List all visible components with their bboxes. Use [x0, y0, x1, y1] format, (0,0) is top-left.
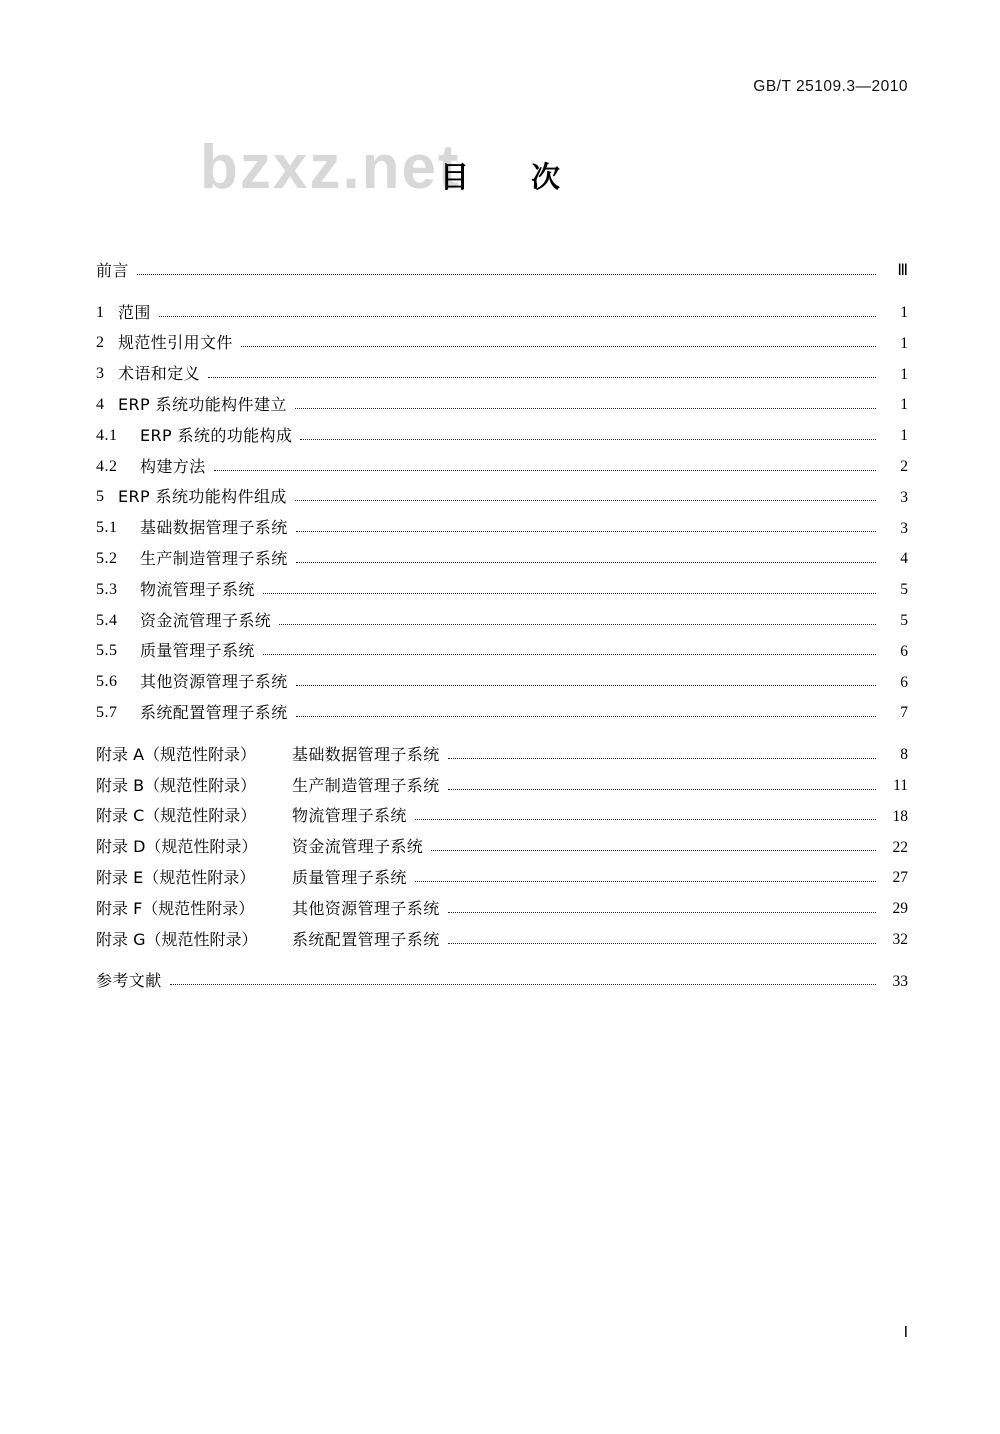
toc-entry-page: 6 [900, 642, 908, 660]
toc-entry-2[interactable] [96, 321, 908, 352]
toc-annex-f[interactable] [96, 886, 908, 917]
toc-annex-page: 32 [892, 931, 908, 949]
toc-entry-label: 规范性引用文件 [118, 333, 233, 353]
toc-entry-5[interactable] [96, 475, 908, 506]
toc-entry-label: ERP 系统功能构件组成 [118, 487, 287, 507]
table-of-contents [96, 248, 908, 989]
toc-entry-number: 5.4 [96, 611, 118, 629]
toc-entry-5-1[interactable] [96, 505, 908, 536]
toc-annex-label: 系统配置管理子系统 [292, 929, 440, 949]
toc-entry-page: 5 [900, 612, 908, 630]
toc-entry-page: 3 [900, 488, 908, 506]
toc-leader-dots [415, 880, 876, 882]
toc-entry-label: 基础数据管理子系统 [140, 518, 288, 538]
toc-entry-5-5[interactable] [96, 629, 908, 660]
toc-entry-label: 构建方法 [140, 456, 206, 476]
toc-entry-page: 1 [900, 396, 908, 414]
toc-entry-number: 5.2 [96, 549, 118, 567]
toc-annex-g[interactable] [96, 917, 908, 948]
toc-leader-dots [431, 849, 876, 851]
toc-annex-label: 基础数据管理子系统 [292, 744, 440, 764]
watermark-text: bzxz.net [200, 133, 461, 202]
toc-annex-prefix: 附录 C（规范性附录） [96, 806, 257, 826]
toc-entry-number: 4 [96, 395, 104, 413]
toc-entry-number: 3 [96, 365, 104, 383]
toc-annex-prefix: 附录 B（规范性附录） [96, 775, 257, 795]
toc-entry-number: 5 [96, 488, 104, 506]
page-title: 目 次 [439, 160, 587, 194]
toc-entry-label: 资金流管理子系统 [140, 610, 272, 630]
toc-leader-dots [448, 911, 876, 913]
toc-leader-dots [170, 983, 876, 985]
toc-leader-dots [279, 623, 876, 625]
toc-annex-label: 资金流管理子系统 [292, 837, 424, 857]
toc-leader-dots [296, 530, 876, 532]
toc-entry-label: 前言 [96, 260, 129, 280]
toc-annex-label: 生产制造管理子系统 [292, 775, 440, 795]
toc-leader-dots [263, 592, 876, 594]
toc-annex-page: 11 [893, 777, 908, 795]
toc-entry-page: 5 [900, 581, 908, 599]
toc-entry-preface[interactable] [96, 248, 908, 279]
toc-leader-dots [208, 376, 876, 378]
toc-leader-dots [448, 757, 876, 759]
toc-entry-number: 2 [96, 334, 104, 352]
toc-leader-dots [300, 438, 876, 440]
toc-annex-e[interactable] [96, 855, 908, 886]
toc-leader-dots [296, 684, 876, 686]
toc-entry-label: ERP 系统功能构件建立 [118, 394, 287, 414]
toc-entry-page: 4 [900, 550, 908, 568]
toc-leader-dots [159, 315, 876, 317]
toc-annex-d[interactable] [96, 824, 908, 855]
toc-entry-3[interactable] [96, 351, 908, 382]
toc-entry-number: 4.2 [96, 457, 118, 475]
toc-entry-number: 5.5 [96, 642, 118, 660]
toc-annex-prefix: 附录 E（规范性附录） [96, 867, 256, 887]
toc-entry-number: 5.7 [96, 703, 118, 721]
toc-entry-label: 术语和定义 [118, 364, 201, 384]
toc-entry-label: 物流管理子系统 [140, 579, 255, 599]
toc-entry-5-6[interactable] [96, 659, 908, 690]
toc-leader-dots [296, 561, 876, 563]
toc-entry-page: 1 [900, 427, 908, 445]
toc-entry-references[interactable] [96, 959, 908, 990]
toc-leader-dots [137, 273, 876, 275]
toc-entry-5-2[interactable] [96, 536, 908, 567]
toc-entry-label: 生产制造管理子系统 [140, 548, 288, 568]
toc-annex-prefix: 附录 D（规范性附录） [96, 837, 258, 857]
toc-entry-label: 参考文献 [96, 971, 162, 991]
toc-leader-dots [448, 788, 876, 790]
toc-entry-number: 1 [96, 303, 104, 321]
toc-entry-label: ERP 系统的功能构成 [140, 425, 293, 445]
toc-entry-4-1[interactable] [96, 413, 908, 444]
toc-leader-dots [295, 499, 876, 501]
toc-annex-page: 8 [900, 746, 908, 764]
toc-leader-dots [415, 818, 876, 820]
toc-entry-page: 6 [900, 673, 908, 691]
toc-entry-page: 3 [900, 519, 908, 537]
toc-annex-page: 27 [892, 869, 908, 887]
toc-entry-1[interactable] [96, 290, 908, 321]
toc-entry-label: 其他资源管理子系统 [140, 672, 288, 692]
toc-entry-page: 33 [892, 972, 908, 990]
toc-entry-page: 1 [900, 334, 908, 352]
toc-annex-label: 其他资源管理子系统 [292, 898, 440, 918]
toc-annex-prefix: 附录 G（规范性附录） [96, 929, 258, 949]
toc-annex-a[interactable] [96, 732, 908, 763]
toc-entry-page: 1 [900, 365, 908, 383]
toc-entry-number: 5.6 [96, 673, 118, 691]
toc-leader-dots [296, 715, 876, 717]
toc-entry-label: 系统配置管理子系统 [140, 702, 288, 722]
toc-annex-label: 物流管理子系统 [292, 806, 407, 826]
toc-annex-label: 质量管理子系统 [292, 867, 407, 887]
toc-leader-dots [448, 942, 876, 944]
toc-annex-page: 18 [892, 807, 908, 825]
toc-entry-page: 7 [900, 704, 908, 722]
toc-annex-b[interactable] [96, 763, 908, 794]
toc-entry-number: 5.1 [96, 519, 118, 537]
toc-leader-dots [241, 345, 876, 347]
toc-entry-5-3[interactable] [96, 567, 908, 598]
toc-leader-dots [214, 469, 876, 471]
toc-entry-number: 5.3 [96, 580, 118, 598]
toc-entry-page: 1 [900, 304, 908, 322]
toc-annex-page: 22 [892, 838, 908, 856]
toc-leader-dots [263, 653, 876, 655]
toc-entry-page: 2 [900, 458, 908, 476]
toc-entry-5-7[interactable] [96, 690, 908, 721]
standard-number-header: GB/T 25109.3—2010 [753, 78, 908, 95]
toc-annex-c[interactable] [96, 794, 908, 825]
toc-entry-label: 范围 [118, 302, 151, 322]
toc-annex-page: 29 [892, 900, 908, 918]
toc-entry-label: 质量管理子系统 [140, 641, 255, 661]
toc-entry-4[interactable] [96, 382, 908, 413]
toc-annex-prefix: 附录 F（规范性附录） [96, 898, 255, 918]
toc-annex-prefix: 附录 A（规范性附录） [96, 744, 257, 764]
footer-page-number: Ⅰ [903, 1325, 908, 1341]
toc-leader-dots [295, 407, 876, 409]
toc-entry-number: 4.1 [96, 426, 118, 444]
toc-entry-page: Ⅲ [897, 262, 908, 280]
toc-entry-5-4[interactable] [96, 598, 908, 629]
toc-entry-4-2[interactable] [96, 444, 908, 475]
